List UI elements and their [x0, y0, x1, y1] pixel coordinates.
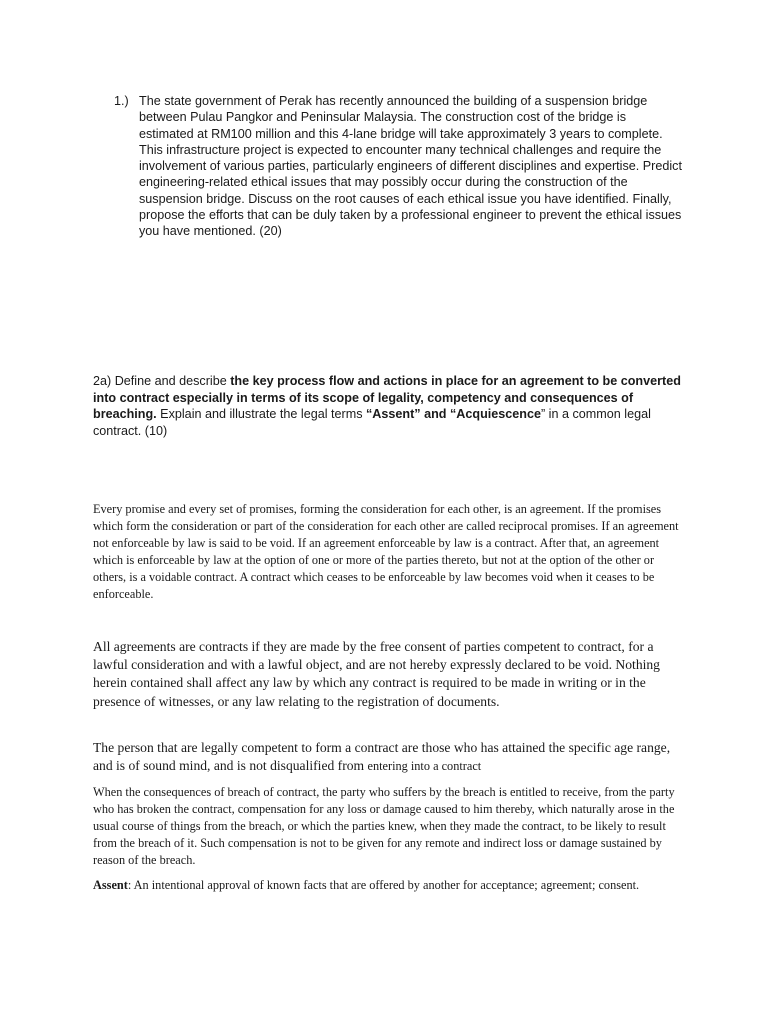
competency-text: The person that are legally competent to form a contract are those who has attained the specific age range, and is of sound mind, and is not disqualified from [93, 740, 671, 774]
answer-paragraph-assent [93, 877, 683, 894]
answer-paragraph-breach: When the consequences of breach of contract, the party who suffers by the breach is entitled to receive, from the party who has broken the contract, compensation for any loss or damage caused to him thereby, which naturally arose in the usual course of things from the breach, or which the parties knew, when they made the contract, to be likely to result from the breach of it. Such compensation is not to be given for any remote and indirect loss or damage sustained by reason of the breach. [93, 785, 675, 867]
question-2a-suffix: ” in a common legal contract. (10) [93, 407, 651, 438]
question-2a-prefix: 2a) Define and describe [93, 374, 231, 388]
question-2a-middle: Explain and illustrate the legal terms [156, 407, 366, 421]
answer-paragraph-contracts: All agreements are contracts if they are made by the free consent of parties competent to contract, for a lawful consideration and with a lawful object, and are not hereby expressly declared to be void. Nothing herein contained shall affect any law by which any contract is required to be made in writing or in the presence of witnesses, or any law relating to the registration of documents. [93, 639, 660, 709]
question-2a-bold-terms: “Assent” and “Acquiescence [366, 407, 541, 421]
assent-term: Assent [93, 878, 128, 892]
question-2a [93, 373, 683, 439]
assent-definition: : An intentional approval of known facts that are offered by another for acceptance; agreement; consent. [127, 878, 640, 892]
question-1-number: 1.) [114, 94, 129, 108]
answer-paragraph-agreement: Every promise and every set of promises, forming the consideration for each other, is an agreement. If the promises which form the consideration or part of the consideration for each other are called reciprocal promises. If an agreement not enforceable by law is said to be void. If an agreement enforceable by law is a contract. After that, an agreement which is enforceable by law at the option of one or more of the parties thereto, but not at the option of the other or others, is a voidable contract. A contract which ceases to be enforceable by law becomes void when it ceases to be enforceable. [93, 502, 679, 601]
question-1 [114, 93, 684, 240]
question-1-text: The state government of Perak has recently announced the building of a suspension bridge between Pulau Pangkor and Peninsular Malaysia. The construction cost of the bridge is estimated at RM100 million and this 4-lane bridge will take approximately 3 years to complete. This infrastructure project is expected to encounter many technical challenges and require the involvement of various parties, particularly engineers of different disciplines and expertise. Predict engineering-related ethical issues that may possibly occur during the construction of the suspension bridge. Discuss on the root causes of each ethical issue you have identified. Finally, propose the efforts that can be duly taken by a professional engineer to prevent the ethical issues you have mentioned. (20) [139, 94, 682, 239]
answer-paragraph-competency [93, 739, 683, 775]
question-2a-bold-scope: the key process flow and actions in place for an agreement to be converted into contract especially in terms of its scope of legality, competency and consequences of breaching. [93, 374, 681, 421]
competency-tail: entering into a contract [367, 759, 482, 774]
